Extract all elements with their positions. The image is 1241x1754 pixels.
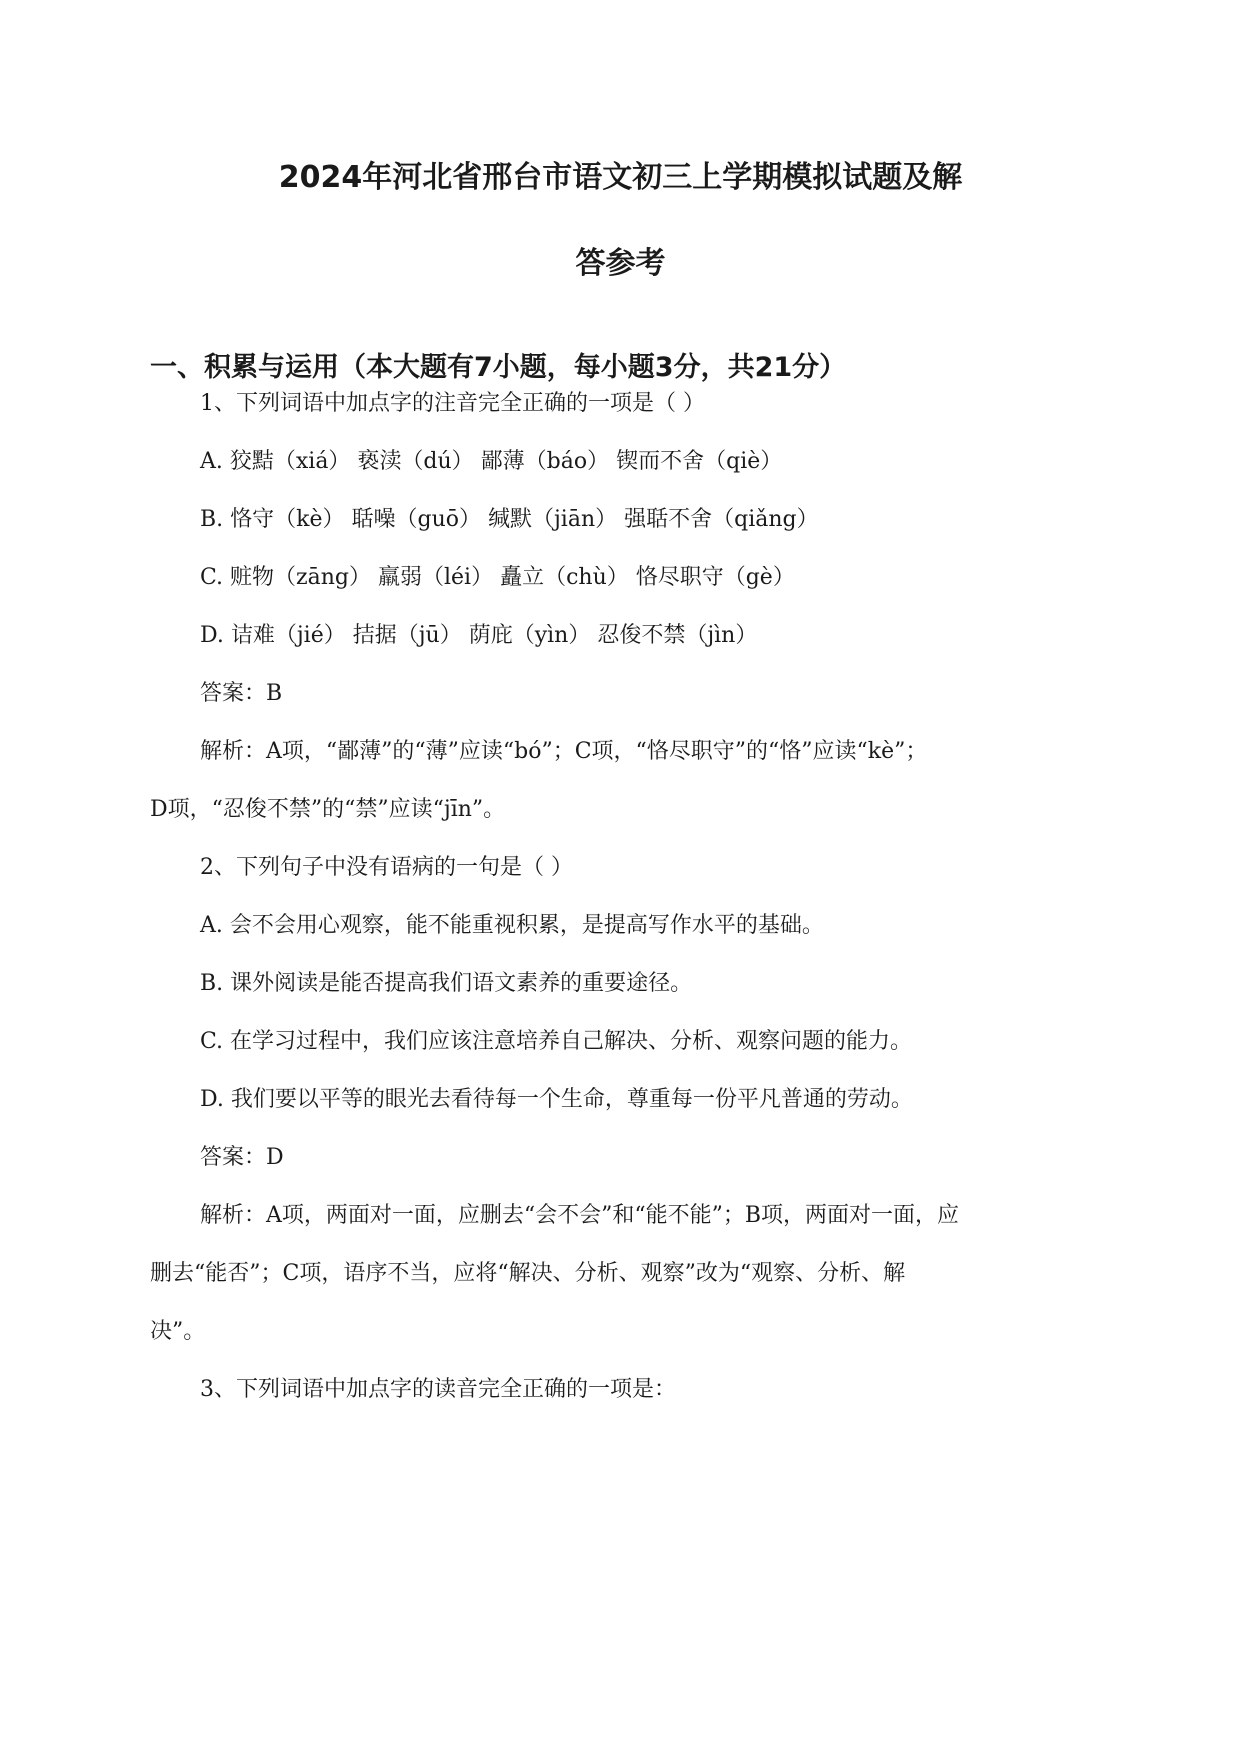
question-2-option-b: B. 课外阅读是能否提高我们语文素养的重要途径。 — [200, 971, 693, 996]
question-1-stem: 1、下列词语中加点字的注音完全正确的一项是（ ） — [200, 391, 705, 416]
question-1-analysis-line-1: 解析：A项，“鄙薄”的“薄”应读“bó”；C项，“恪尽职守”的“恪”应读“kè”； — [200, 739, 928, 764]
question-2-option-a: A. 会不会用心观察，能不能重视积累，是提高写作水平的基础。 — [200, 913, 824, 938]
question-2-option-c: C. 在学习过程中，我们应该注意培养自己解决、分析、观察问题的能力。 — [200, 1029, 913, 1054]
question-2-analysis-line-3: 决”。 — [150, 1319, 206, 1344]
question-1-option-a: A. 狡黠（xiá） 亵渎（dú） 鄙薄（báo） 锲而不舍（qiè） — [200, 449, 783, 474]
question-1-answer: 答案：B — [200, 681, 283, 706]
question-2-answer: 答案：D — [200, 1145, 284, 1170]
question-3-stem: 3、下列词语中加点字的读音完全正确的一项是： — [200, 1377, 676, 1402]
document-title-line-2: 答参考 — [575, 246, 666, 281]
question-2-stem: 2、下列句子中没有语病的一句是（ ） — [200, 855, 573, 880]
section-heading: 一、积累与运用（本大题有7小题，每小题3分，共21分） — [150, 352, 847, 383]
document-title-line-1: 2024年河北省邢台市语文初三上学期模拟试题及解 — [278, 160, 963, 195]
question-2-option-d: D. 我们要以平等的眼光去看待每一个生命，尊重每一份平凡普通的劳动。 — [200, 1087, 913, 1112]
question-2-analysis-line-1: 解析：A项，两面对一面，应删去“会不会”和“能不能”；B项，两面对一面，应 — [200, 1203, 960, 1228]
question-1-analysis-line-2: D项，“忍俊不禁”的“禁”应读“jīn”。 — [150, 797, 506, 822]
question-1-option-c: C. 赃物（zāng） 羸弱（léi） 矗立（chù） 恪尽职守（gè） — [200, 565, 795, 590]
question-1-option-b: B. 恪守（kè） 聒噪（guō） 缄默（jiān） 强聒不舍（qiǎng） — [200, 507, 819, 532]
question-1-option-d: D. 诘难（jié） 拮据（jū） 荫庇（yìn） 忍俊不禁（jìn） — [200, 623, 758, 648]
question-2-analysis-line-2: 删去“能否”；C项，语序不当，应将“解决、分析、观察”改为“观察、分析、解 — [150, 1261, 906, 1286]
